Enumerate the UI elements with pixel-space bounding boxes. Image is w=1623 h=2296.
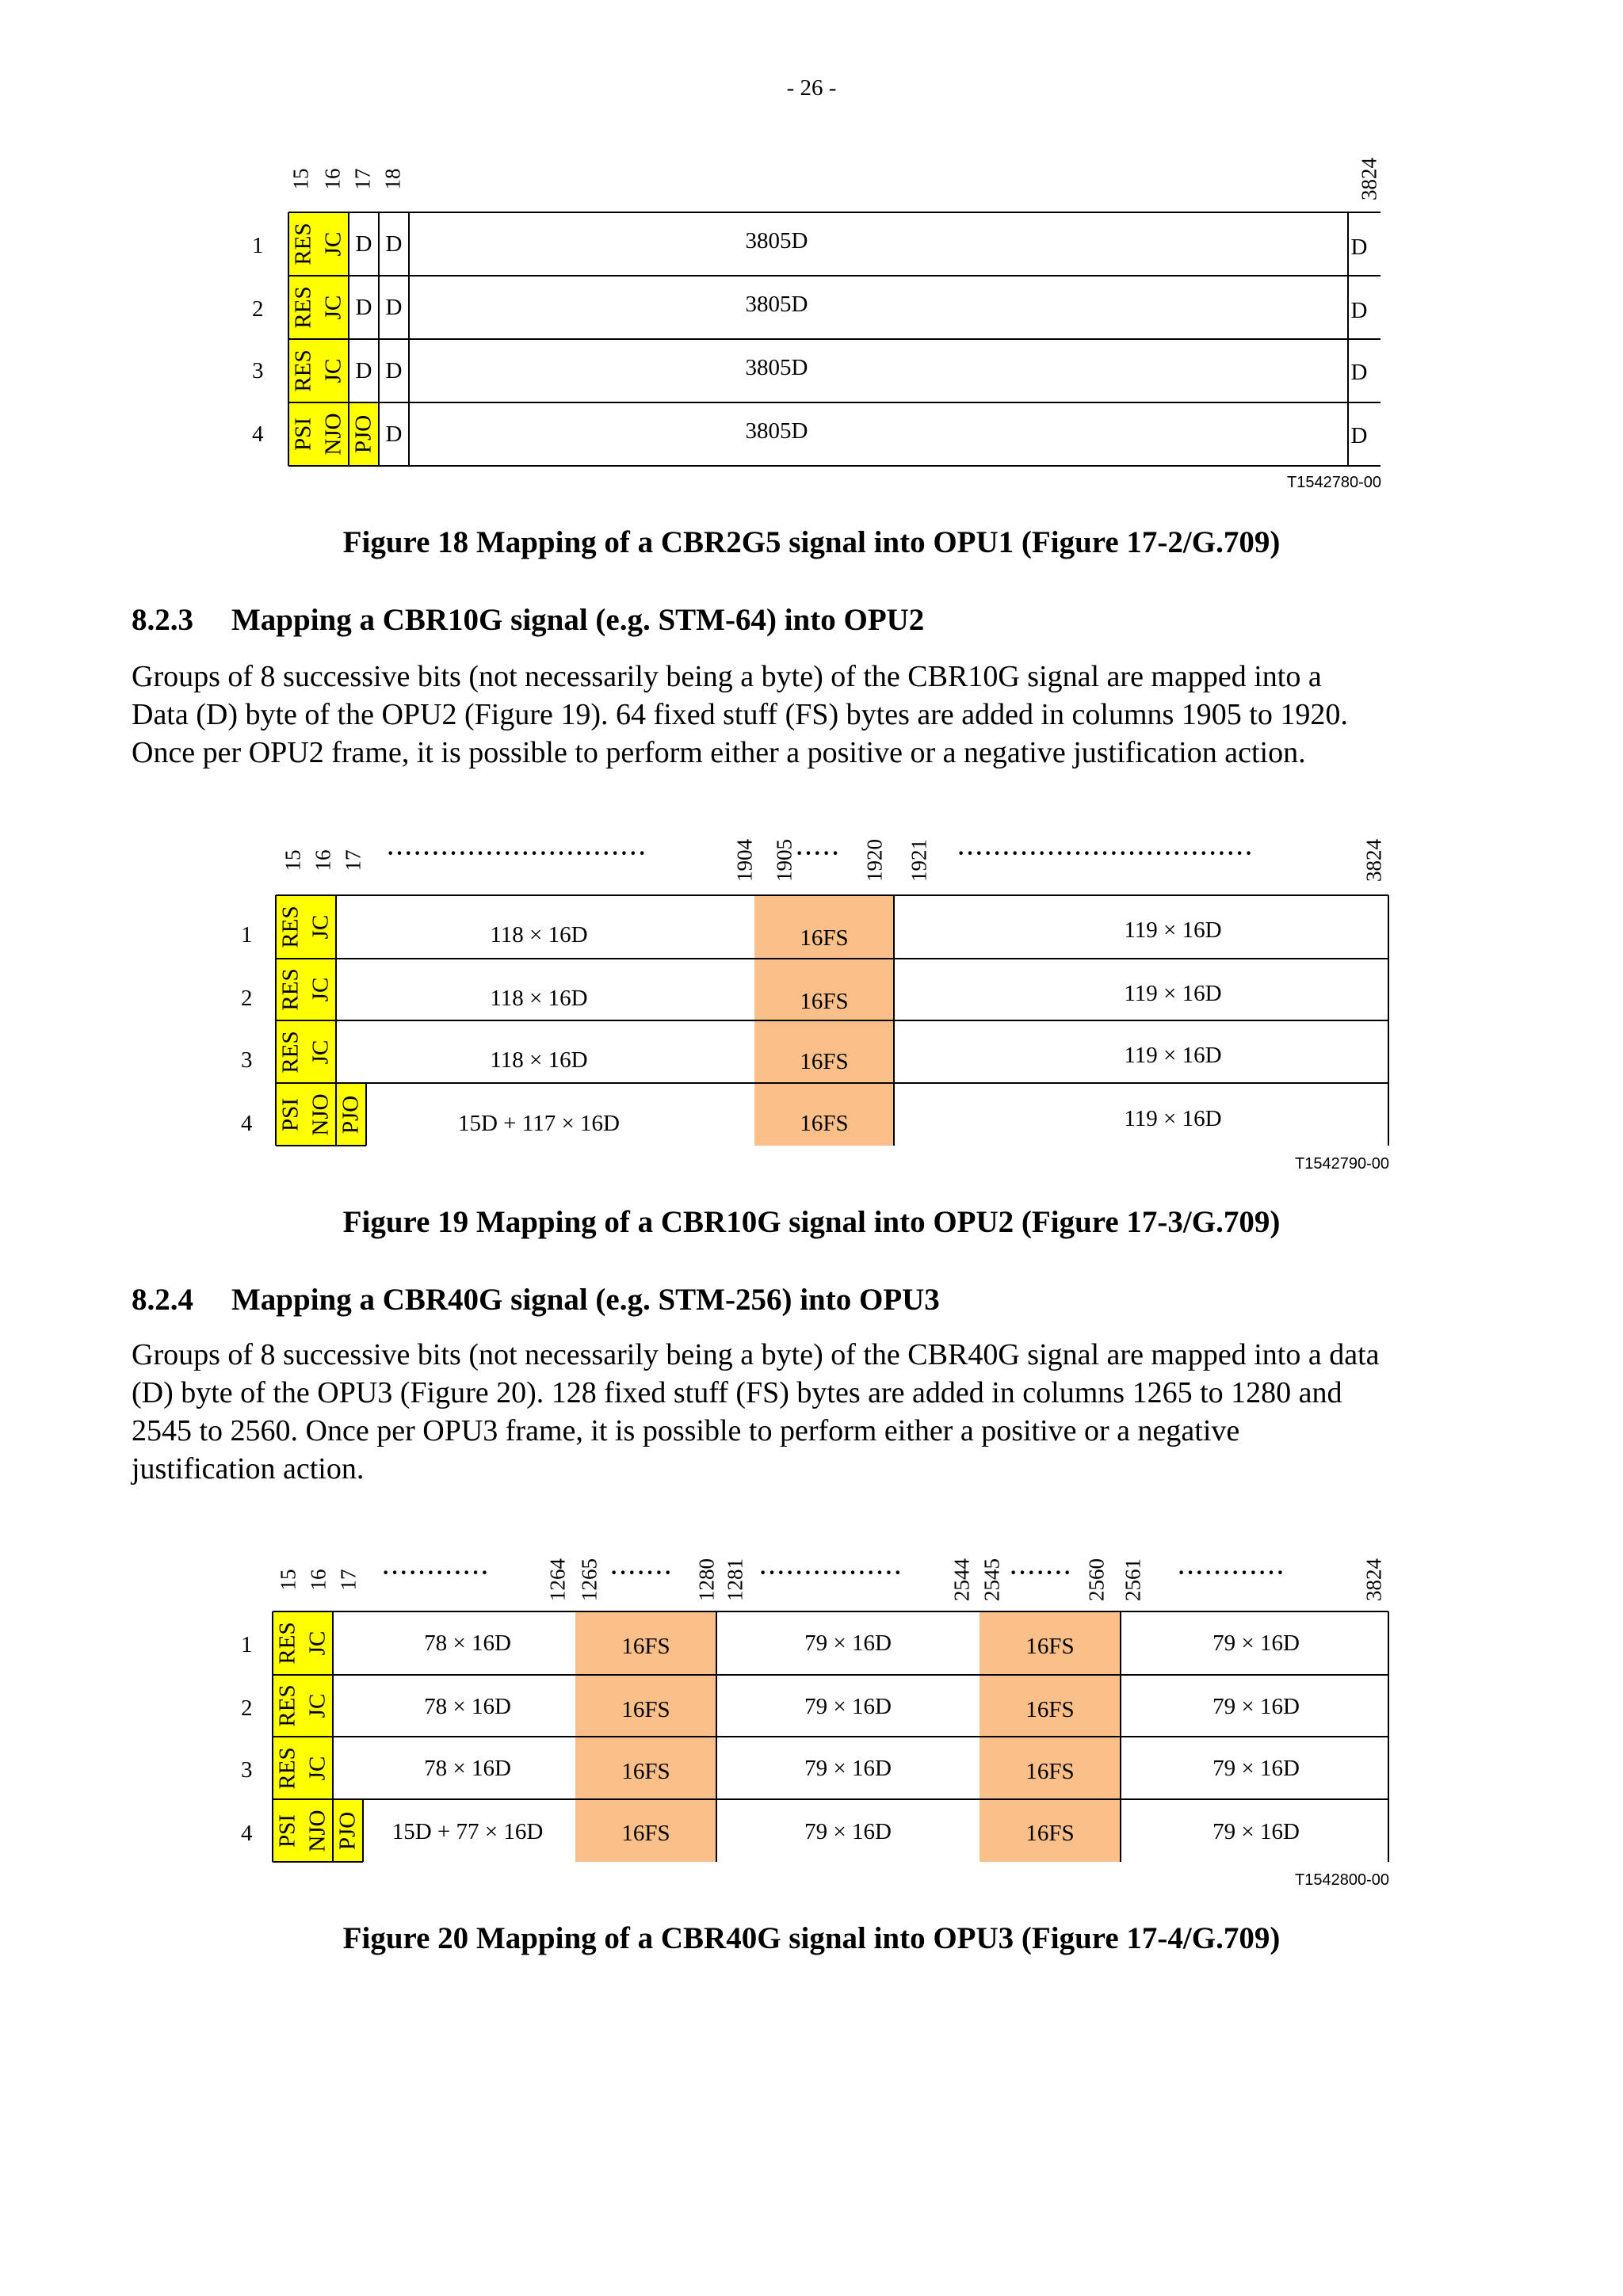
figure-18-caption: Figure 18 Mapping of a CBR2G5 signal into OPU1 (Figure 17-2/G.709) (342, 525, 1281, 559)
dots-separator: ······· (1010, 1561, 1073, 1585)
col-label-1920: 1920 (862, 839, 887, 882)
cell-psi: PSI (277, 1098, 304, 1131)
figure-19-caption: Figure 19 Mapping of a CBR10G signal into OPU2 (Figure 17-3/G.709) (342, 1205, 1281, 1239)
col-label-2560: 2560 (1084, 1558, 1109, 1601)
cell-data: 79 × 16D (804, 1818, 892, 1844)
cell-data: 119 × 16D (1124, 1105, 1222, 1131)
cell-njo: NJO (320, 413, 346, 456)
col-label-1280: 1280 (694, 1558, 719, 1601)
cell-jc: JC (307, 1039, 334, 1065)
col-label-15: 15 (276, 1569, 300, 1591)
col-label-1265: 1265 (577, 1558, 601, 1601)
col-label-1921: 1921 (907, 839, 931, 882)
cell-njo: NJO (307, 1093, 334, 1136)
col-label-3824: 3824 (1357, 158, 1381, 200)
cell-data: 3805D (745, 227, 808, 254)
cell-fixed-stuff: 16FS (800, 1048, 849, 1074)
cell-data: 15D + 77 × 16D (391, 1818, 544, 1844)
cell-fixed-stuff: 16FS (1025, 1696, 1075, 1722)
cell-data: 78 × 16D (424, 1693, 511, 1719)
paragraph-line: justification action. (132, 1452, 365, 1486)
paragraph-line: Data (D) byte of the OPU2 (Figure 19). 64 fixed stuff (FS) bytes are added in columns 1905 to 1920. (132, 698, 1348, 731)
cell-data: 79 × 16D (804, 1693, 892, 1719)
cell-fixed-stuff: 16FS (621, 1633, 670, 1659)
section-title: Mapping a CBR40G signal (e.g. STM-256) into OPU3 (231, 1283, 940, 1317)
cell-fixed-stuff: 16FS (621, 1820, 670, 1846)
cell-data: 79 × 16D (1212, 1693, 1300, 1719)
cell-data: 79 × 16D (804, 1755, 892, 1781)
cell-data: 78 × 16D (424, 1755, 511, 1781)
cell-d: D (385, 421, 403, 447)
section-heading-8-2-4 (132, 1282, 940, 1318)
dots-separator: ····························· (387, 841, 647, 866)
col-label-18: 18 (380, 168, 405, 190)
cell-psi: PSI (274, 1814, 300, 1848)
dots-separator: ············ (1178, 1561, 1286, 1585)
cell-data: 119 × 16D (1124, 917, 1222, 943)
cell-d: D (355, 294, 372, 320)
cell-d: D (385, 357, 403, 383)
dots-separator: ················ (759, 1561, 903, 1585)
cell-res: RES (290, 349, 316, 392)
cell-res: RES (277, 968, 304, 1011)
col-label-1281: 1281 (723, 1558, 747, 1601)
cell-fixed-stuff: 16FS (1025, 1758, 1075, 1784)
cell-jc: JC (307, 914, 334, 940)
paragraph-line: Groups of 8 successive bits (not necessarily being a byte) of the CBR10G signal are mapped into a (132, 660, 1322, 693)
cell-data: 15D + 117 × 16D (457, 1110, 621, 1136)
col-label-3824: 3824 (1361, 1558, 1386, 1601)
row-number: 1 (241, 1632, 253, 1657)
cell-data: 79 × 16D (804, 1630, 892, 1656)
row-number: 2 (252, 296, 264, 322)
dots-separator: ······· (610, 1561, 674, 1585)
cell-res: RES (274, 1747, 300, 1790)
dots-separator: ····· (796, 841, 841, 866)
cell-pjo: PJO (338, 1095, 364, 1135)
col-label-16: 16 (306, 1569, 330, 1591)
col-label-17: 17 (341, 849, 365, 871)
col-label-1904: 1904 (732, 839, 757, 882)
cell-res: RES (290, 286, 316, 329)
section-number: 8.2.3 (132, 603, 193, 637)
row-number: 1 (241, 922, 253, 948)
col-label-15: 15 (281, 849, 305, 871)
cell-data: 119 × 16D (1124, 980, 1222, 1006)
paragraph-8-2-4 (132, 1336, 1526, 1488)
section-heading-8-2-3 (132, 602, 924, 638)
cell-data: 78 × 16D (424, 1630, 511, 1656)
row-number: 4 (252, 421, 264, 447)
cell-psi: PSI (290, 418, 316, 451)
cell-data: 79 × 16D (1212, 1755, 1300, 1781)
row-number: 2 (241, 986, 253, 1011)
cell-fixed-stuff: 16FS (800, 925, 849, 951)
col-label-17: 17 (336, 1569, 361, 1591)
cell-d: D (1350, 422, 1368, 448)
paragraph-line: (D) byte of the OPU3 (Figure 20). 128 fixed stuff (FS) bytes are added in columns 1265 to 1280 and (132, 1376, 1342, 1409)
cell-res: RES (277, 1031, 304, 1074)
row-number: 1 (252, 233, 264, 258)
col-label-15: 15 (288, 168, 313, 190)
cell-jc: JC (304, 1630, 330, 1656)
cell-pjo: PJO (350, 414, 376, 454)
cell-fixed-stuff: 16FS (621, 1696, 670, 1722)
cell-njo: NJO (304, 1810, 330, 1852)
cell-res: RES (277, 906, 304, 948)
paragraph-line: Groups of 8 successive bits (not necessarily being a byte) of the CBR40G signal are mapped into a data (132, 1338, 1380, 1371)
cell-fixed-stuff: 16FS (621, 1758, 670, 1784)
figure-tag: T1542800-00 (1295, 1871, 1389, 1889)
row-number: 4 (241, 1821, 253, 1846)
paragraph-line: Once per OPU2 frame, it is possible to perform either a positive or a negative justification action. (132, 736, 1306, 769)
cell-data: 118 × 16D (490, 921, 588, 948)
row-number: 2 (241, 1695, 253, 1721)
row-number: 3 (241, 1757, 253, 1783)
cell-res: RES (274, 1684, 300, 1727)
col-label-17: 17 (350, 168, 375, 190)
dots-separator: ············ (382, 1561, 491, 1585)
cell-data: 3805D (745, 354, 808, 380)
col-label-2545: 2545 (980, 1558, 1004, 1601)
cell-data: 118 × 16D (490, 1047, 588, 1073)
col-label-1905: 1905 (772, 839, 796, 882)
figure-20-caption: Figure 20 Mapping of a CBR40G signal into OPU3 (Figure 17-4/G.709) (342, 1921, 1281, 1955)
cell-fixed-stuff: 16FS (800, 1110, 849, 1136)
cell-jc: JC (307, 977, 334, 1002)
row-number: 4 (241, 1111, 253, 1136)
cell-res: RES (274, 1622, 300, 1665)
cell-d: D (355, 357, 372, 383)
cell-d: D (385, 231, 403, 257)
col-label-2561: 2561 (1121, 1558, 1145, 1601)
cell-d: D (1350, 359, 1368, 385)
section-number: 8.2.4 (132, 1283, 193, 1317)
cell-jc: JC (304, 1756, 330, 1781)
col-label-16: 16 (311, 849, 335, 871)
row-number: 3 (252, 358, 264, 383)
cell-d: D (1350, 234, 1368, 260)
cell-data: 3805D (745, 291, 808, 317)
figure-tag: T1542780-00 (1287, 474, 1381, 491)
cell-data: 118 × 16D (490, 985, 588, 1011)
cell-d: D (1350, 297, 1368, 323)
cell-data: 79 × 16D (1212, 1818, 1300, 1844)
cell-data: 3805D (745, 418, 808, 444)
cell-jc: JC (320, 231, 346, 257)
dots-separator: ································· (957, 841, 1254, 866)
cell-pjo: PJO (334, 1811, 361, 1851)
cell-fixed-stuff: 16FS (800, 988, 849, 1014)
cell-res: RES (290, 223, 316, 265)
page-number: - 26 - (786, 75, 837, 101)
cell-fixed-stuff: 16FS (1025, 1633, 1075, 1659)
cell-jc: JC (320, 358, 346, 383)
cell-data: 79 × 16D (1212, 1630, 1300, 1656)
col-label-1264: 1264 (545, 1558, 570, 1601)
cell-d: D (355, 231, 372, 257)
section-title: Mapping a CBR10G signal (e.g. STM-64) into OPU2 (231, 603, 925, 637)
cell-jc: JC (304, 1693, 330, 1718)
cell-d: D (385, 294, 403, 320)
paragraph-8-2-3 (132, 658, 1526, 772)
cell-data: 119 × 16D (1124, 1042, 1222, 1068)
col-label-16: 16 (320, 168, 345, 190)
col-label-2544: 2544 (949, 1558, 974, 1601)
col-label-3824: 3824 (1361, 839, 1386, 882)
cell-jc: JC (320, 295, 346, 320)
row-number: 3 (241, 1047, 253, 1073)
paragraph-line: 2545 to 2560. Once per OPU3 frame, it is possible to perform either a positive or a negative (132, 1414, 1240, 1447)
figure-tag: T1542790-00 (1295, 1155, 1389, 1173)
cell-fixed-stuff: 16FS (1025, 1820, 1075, 1846)
